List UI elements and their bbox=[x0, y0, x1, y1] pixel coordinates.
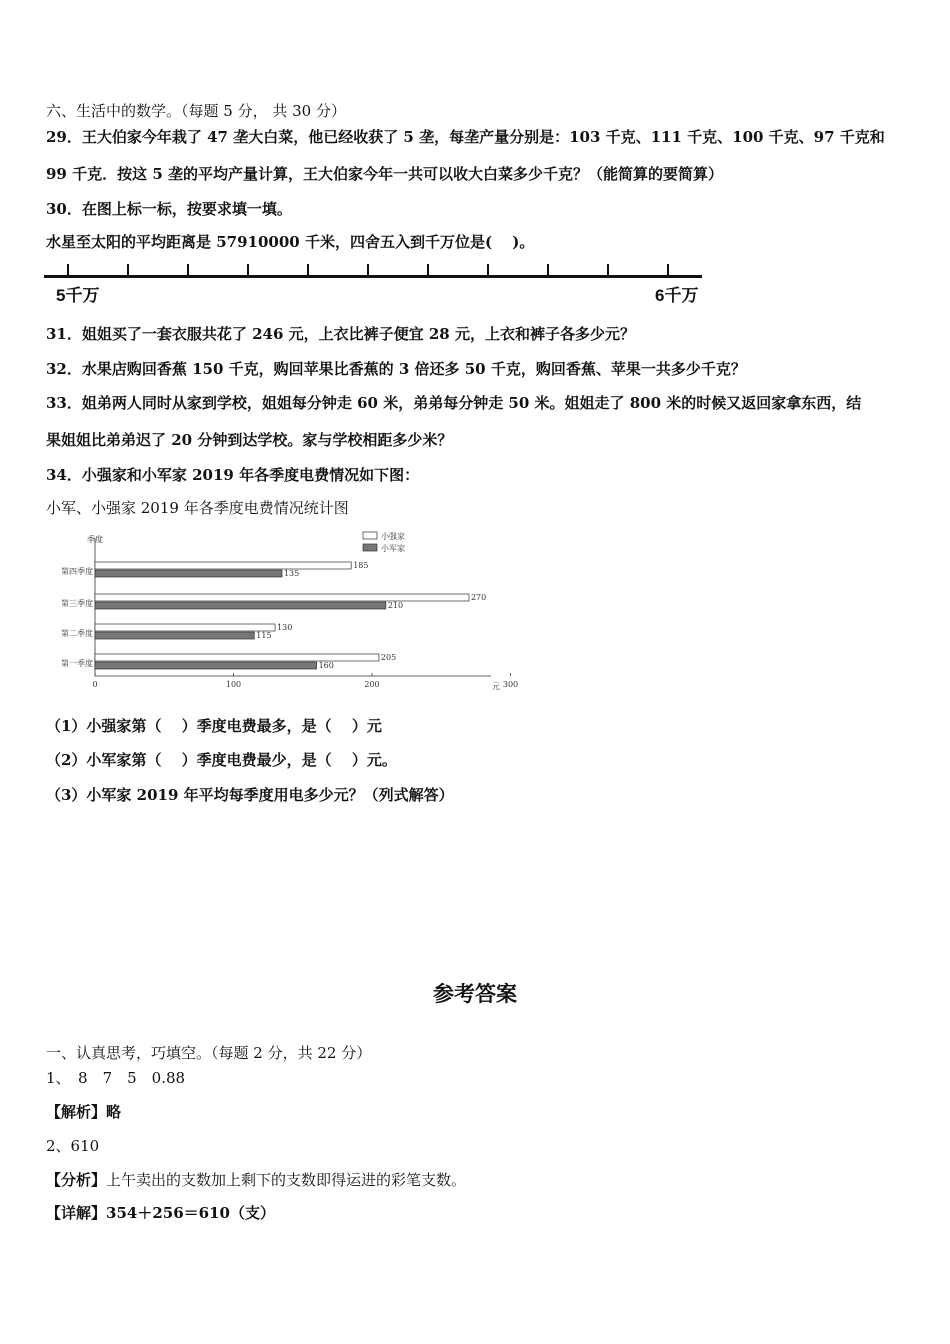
number-line-tick bbox=[247, 264, 249, 276]
answer-2: 2、610 bbox=[46, 1137, 100, 1155]
question-33-line1: 33．姐弟两人同时从家到学校，姐姐每分钟走 60 米，弟弟每分钟走 50 米。姐姐走了 800 米的时候又返回家拿东西，结 bbox=[46, 394, 862, 412]
question-30-line1: 30．在图上标一标，按要求填一填。 bbox=[46, 200, 292, 218]
x-tick-label: 200 bbox=[364, 680, 380, 689]
legend-swatch bbox=[363, 544, 377, 551]
number-line-tick bbox=[667, 264, 669, 276]
legend-swatch bbox=[363, 532, 377, 539]
number-line-tick bbox=[307, 264, 309, 276]
bar-value-label: 135 bbox=[283, 569, 300, 578]
bar-value-label: 115 bbox=[256, 631, 272, 640]
x-tick-label: 0 bbox=[92, 680, 98, 689]
number-line-right-label: 6千万 bbox=[655, 286, 699, 305]
chart-title: 小军、小强家 2019 年各季度电费情况统计图 bbox=[46, 499, 349, 517]
bar-xiaojun bbox=[95, 632, 254, 639]
answer-2-analysis bbox=[46, 1170, 466, 1190]
bar-xiaoqiang bbox=[95, 594, 469, 601]
number-line bbox=[44, 258, 708, 308]
question-34: 34．小强家和小军家 2019 年各季度电费情况如下图： bbox=[46, 466, 420, 484]
question-32: 32．水果店购回香蕉 150 千克，购回苹果比香蕉的 3 倍还多 50 千克，购回香蕉、苹果一共多少千克？ bbox=[46, 360, 746, 378]
question-31: 31．姐姐买了一套衣服共花了 246 元，上衣比裤子便宜 28 元，上衣和裤子各多少元？ bbox=[46, 325, 635, 343]
number-line-tick bbox=[187, 264, 189, 276]
analysis-tag: 【解析】 bbox=[46, 1103, 107, 1121]
bar-value-label: 185 bbox=[353, 561, 369, 570]
question-33-line2: 果姐姐比弟弟迟了 20 分钟到达学校。家与学校相距多少米？ bbox=[46, 431, 453, 449]
category-label: 第四季度 bbox=[61, 567, 93, 576]
answers-section-heading: 一、认真思考，巧填空。（每题 2 分，共 22 分） bbox=[46, 1044, 372, 1062]
bar-value-label: 160 bbox=[318, 661, 334, 670]
x-axis-label: 元 bbox=[492, 682, 500, 691]
category-label: 第二季度 bbox=[61, 629, 93, 638]
bar-value-label: 210 bbox=[387, 601, 404, 610]
y-axis-label: 季度 bbox=[87, 535, 103, 544]
category-label: 第三季度 bbox=[61, 599, 93, 608]
number-line-tick bbox=[607, 264, 609, 276]
detail-tag: 【详解】 bbox=[46, 1204, 107, 1222]
question-34-part3: （3）小军家 2019 年平均每季度用电多少元？（列式解答） bbox=[46, 786, 454, 804]
number-line-tick bbox=[427, 264, 429, 276]
bar-xiaojun bbox=[95, 602, 386, 609]
answer-2-detail bbox=[46, 1203, 275, 1223]
question-29-line2: 99 千克．按这 5 垄的平均产量计算，王大伯家今年一共可以收大白菜多少千克？（能简算的要简算） bbox=[46, 165, 723, 183]
bar-value-label: 205 bbox=[380, 653, 397, 662]
x-tick-label: 100 bbox=[225, 680, 242, 689]
number-line-bar bbox=[44, 275, 702, 278]
bar-xiaojun bbox=[95, 662, 317, 669]
question-30-line2: 水星至太阳的平均距离是 57910000 千米，四舍五入到千万位是( )。 bbox=[46, 233, 535, 251]
legend-label: 小军家 bbox=[381, 544, 405, 553]
bar-xiaoqiang bbox=[95, 624, 275, 631]
analysis-text: 上午卖出的支数加上剩下的支数即得运进的彩笔支数。 bbox=[106, 1171, 467, 1189]
number-line-tick bbox=[487, 264, 489, 276]
answers-title: 参考答案 bbox=[433, 982, 517, 1006]
section-heading: 六、生活中的数学。（每题 5 分， 共 30 分） bbox=[46, 102, 346, 120]
bar-value-label: 130 bbox=[277, 623, 293, 632]
bar-xiaoqiang bbox=[95, 654, 379, 661]
x-tick-label: 300 bbox=[502, 680, 519, 689]
analysis-tag: 【分析】 bbox=[46, 1171, 107, 1189]
bar-value-label: 270 bbox=[470, 593, 487, 602]
number-line-tick bbox=[67, 264, 69, 276]
number-line-tick bbox=[367, 264, 369, 276]
question-29-line1: 29．王大伯家今年栽了 47 垄大白菜，他已经收获了 5 垄，每垄产量分别是：103 千克、111 千克、100 千克、97 千克和 bbox=[46, 128, 885, 146]
electricity-bar-chart bbox=[46, 530, 519, 695]
number-line-tick bbox=[547, 264, 549, 276]
analysis-text: 略 bbox=[106, 1103, 122, 1121]
question-34-part2: （2）小军家第（ ）季度电费最少，是（ ）元。 bbox=[46, 751, 397, 769]
bar-xiaoqiang bbox=[95, 562, 351, 569]
category-label: 第一季度 bbox=[61, 659, 93, 668]
number-line-left-label: 5千万 bbox=[56, 286, 100, 305]
answer-1: 1、 8 7 5 0.88 bbox=[46, 1069, 186, 1087]
legend-label: 小强家 bbox=[381, 532, 405, 541]
bar-xiaojun bbox=[95, 570, 282, 577]
number-line-tick bbox=[127, 264, 129, 276]
detail-text: 354＋256＝610（支） bbox=[106, 1204, 275, 1222]
question-34-part1: （1）小强家第（ ）季度电费最多，是（ ）元 bbox=[46, 717, 382, 735]
answer-1-analysis bbox=[46, 1102, 121, 1122]
